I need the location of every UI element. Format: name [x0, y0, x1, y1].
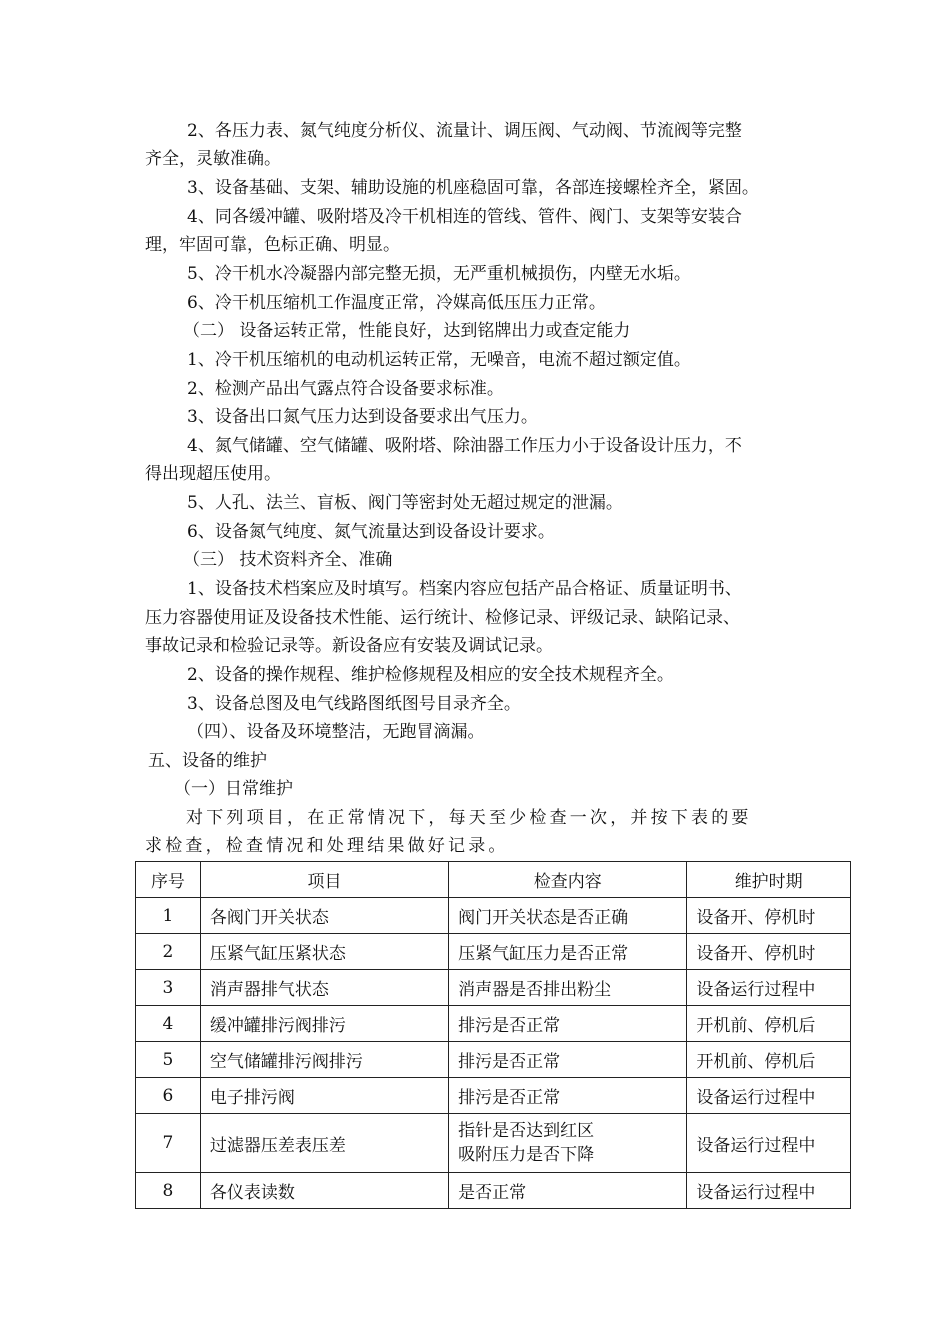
row-check: 压紧气缸压力是否正常 — [449, 934, 687, 970]
paragraph-line: 理，牢固可靠，色标正确、明显。 — [145, 235, 400, 255]
row-item: 缓冲罐排污阀排污 — [200, 1006, 448, 1042]
paragraph-line: 求检查，检查情况和处理结果做好记录。 — [145, 836, 509, 856]
paragraph-line: 压力容器使用证及设备技术性能、运行统计、检修记录、评级记录、缺陷记录、 — [145, 608, 740, 628]
row-item: 电子排污阀 — [200, 1078, 448, 1114]
paragraph-line: 3、设备基础、支架、辅助设施的机座稳固可靠，各部连接螺栓齐全，紧固。 — [187, 178, 759, 198]
row-check: 排污是否正常 — [449, 1078, 687, 1114]
paragraph-line: 得出现超压使用。 — [145, 464, 281, 484]
row-period: 设备运行过程中 — [687, 1078, 851, 1114]
paragraph-line: 4、同各缓冲罐、吸附塔及冷干机相连的管线、管件、阀门、支架等安装合 — [187, 207, 742, 227]
row-number: 2 — [136, 934, 201, 970]
paragraph-line: 5、冷干机水冷凝器内部完整无损，无严重机械损伤，内壁无水垢。 — [187, 264, 691, 284]
table-row — [136, 934, 851, 970]
row-check: 排污是否正常 — [449, 1006, 687, 1042]
table-header-row — [136, 862, 851, 898]
row-item: 各阀门开关状态 — [200, 898, 448, 934]
table-row — [136, 1042, 851, 1078]
table-row — [136, 1006, 851, 1042]
table-row — [136, 1173, 851, 1209]
section-heading: （三） 技术资料齐全、准确 — [183, 550, 393, 570]
row-number: 3 — [136, 970, 201, 1006]
header-check-content: 检查内容 — [449, 862, 687, 898]
paragraph-line: 1、设备技术档案应及时填写。档案内容应包括产品合格证、质量证明书、 — [187, 579, 742, 599]
row-number: 6 — [136, 1078, 201, 1114]
row-item: 消声器排气状态 — [200, 970, 448, 1006]
row-check-line: 吸附压力是否下降 — [458, 1145, 595, 1165]
paragraph-line: 5、人孔、法兰、盲板、阀门等密封处无超过规定的泄漏。 — [187, 493, 623, 513]
row-check-line: 指针是否达到红区 — [458, 1121, 595, 1141]
row-item: 压紧气缸压紧状态 — [200, 934, 448, 970]
paragraph-line: 2、检测产品出气露点符合设备要求标准。 — [187, 379, 504, 399]
paragraph-line: 2、设备的操作规程、维护检修规程及相应的安全技术规程齐全。 — [187, 665, 674, 685]
row-check: 消声器是否排出粉尘 — [449, 970, 687, 1006]
row-period: 开机前、停机后 — [687, 1006, 851, 1042]
header-maintenance-period: 维护时期 — [687, 862, 851, 898]
row-number: 7 — [136, 1114, 201, 1173]
paragraph-line: 4、氮气储罐、空气储罐、吸附塔、除油器工作压力小于设备设计压力，不 — [187, 436, 742, 456]
table-row — [136, 898, 851, 934]
row-check: 阀门开关状态是否正确 — [449, 898, 687, 934]
chapter-heading: 五、设备的维护 — [148, 751, 267, 771]
row-item: 各仪表读数 — [200, 1173, 448, 1209]
row-number: 4 — [136, 1006, 201, 1042]
paragraph-line: 6、冷干机压缩机工作温度正常，冷媒高低压压力正常。 — [187, 293, 606, 313]
row-item: 过滤器压差表压差 — [200, 1114, 448, 1173]
section-heading: （四）、设备及环境整洁，无跑冒滴漏。 — [187, 722, 485, 742]
paragraph-line: 3、设备出口氮气压力达到设备要求出气压力。 — [187, 407, 538, 427]
paragraph-line: 对下列项目，在正常情况下，每天至少检查一次，并按下表的要 — [186, 808, 752, 828]
row-item: 空气储罐排污阀排污 — [200, 1042, 448, 1078]
table-row — [136, 970, 851, 1006]
row-check — [449, 1114, 687, 1173]
paragraph-line: 3、设备总图及电气线路图纸图号目录齐全。 — [187, 694, 521, 714]
paragraph-line: 事故记录和检验记录等。新设备应有安装及调试记录。 — [145, 636, 553, 656]
row-period: 设备运行过程中 — [687, 970, 851, 1006]
paragraph-line: 1、冷干机压缩机的电动机运转正常，无噪音，电流不超过额定值。 — [187, 350, 691, 370]
header-item: 项目 — [200, 862, 448, 898]
section-heading: （一）日常维护 — [174, 779, 293, 799]
table-row — [136, 1078, 851, 1114]
row-period: 设备运行过程中 — [687, 1173, 851, 1209]
section-heading: （二） 设备运转正常，性能良好，达到铭牌出力或查定能力 — [183, 321, 631, 341]
row-period: 设备运行过程中 — [687, 1114, 851, 1173]
paragraph-line: 2、各压力表、氮气纯度分析仪、流量计、调压阀、气动阀、节流阀等完整 — [187, 121, 742, 141]
row-number: 5 — [136, 1042, 201, 1078]
row-number: 8 — [136, 1173, 201, 1209]
row-number: 1 — [136, 898, 201, 934]
row-period: 设备开、停机时 — [687, 898, 851, 934]
maintenance-table — [135, 861, 851, 1209]
row-period: 开机前、停机后 — [687, 1042, 851, 1078]
paragraph-line: 6、设备氮气纯度、氮气流量达到设备设计要求。 — [187, 522, 555, 542]
paragraph-line: 齐全，灵敏准确。 — [145, 149, 281, 169]
row-period: 设备开、停机时 — [687, 934, 851, 970]
table-row — [136, 1114, 851, 1173]
row-check: 是否正常 — [449, 1173, 687, 1209]
header-number: 序号 — [136, 862, 201, 898]
row-check: 排污是否正常 — [449, 1042, 687, 1078]
